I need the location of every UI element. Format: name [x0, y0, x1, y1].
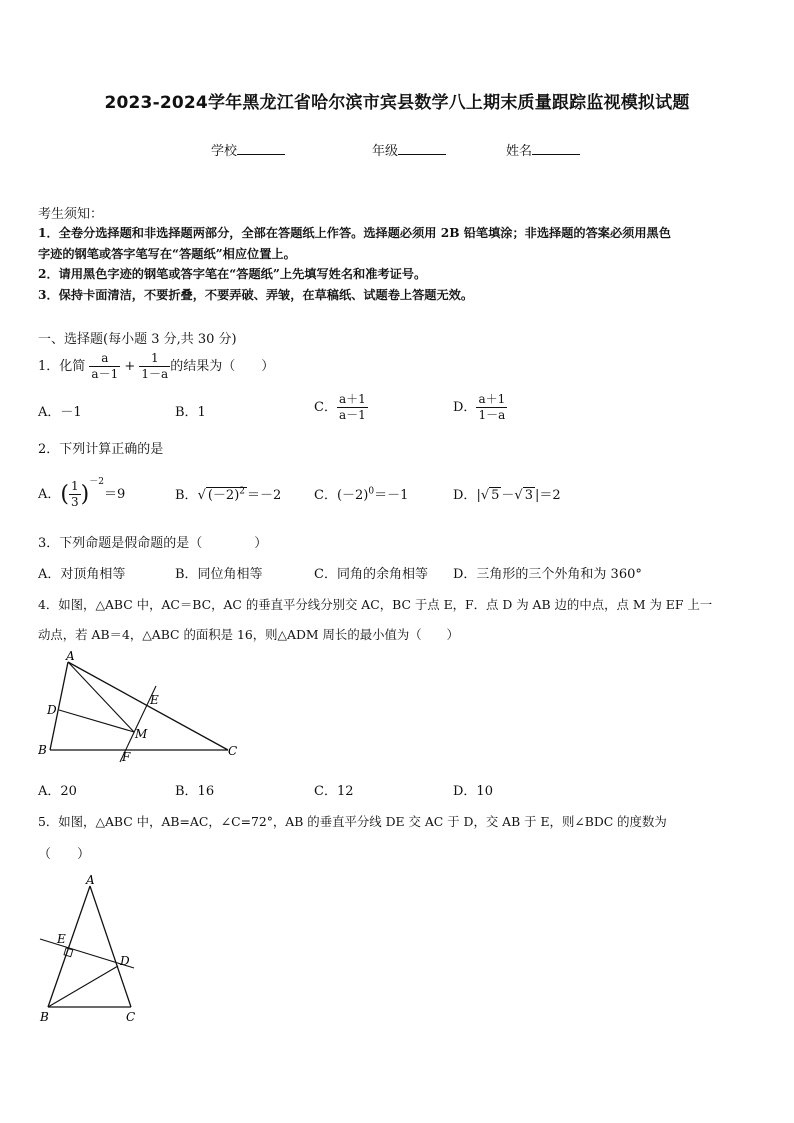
- q5-label-b: B: [40, 1010, 49, 1024]
- q2-d-label: D．: [453, 488, 477, 503]
- q3-option-c[interactable]: C．同角的余角相等: [314, 567, 428, 582]
- q2-c-label: C．: [314, 488, 337, 503]
- q4-segment-am: [68, 662, 134, 732]
- q2-d-rhs: ＝2: [539, 488, 561, 503]
- q4-label-b: B: [38, 743, 47, 757]
- q5-label-d: D: [120, 954, 130, 968]
- notice-item-2: 2．请用黑色字迹的钢笔或答字笔在“答题纸”上先填写姓名和准考证号。: [38, 267, 427, 281]
- q1-d-den: 1－a: [478, 408, 506, 422]
- q1-frac2-den: 1－a: [141, 367, 169, 381]
- q2-b-exp: 2: [239, 486, 246, 497]
- q1-option-b[interactable]: B．1: [175, 405, 206, 420]
- q1-c-den: a－1: [338, 408, 366, 422]
- q2-b-inner: (－2): [207, 488, 240, 503]
- question-5-line2: （ ）: [38, 847, 91, 862]
- section-heading: 一、选择题(每小题 3 分,共 30 分): [38, 332, 237, 347]
- q2-c-exp: 0: [368, 486, 375, 497]
- q4-option-d[interactable]: D．10: [453, 784, 493, 799]
- q3-option-b[interactable]: B．同位角相等: [175, 567, 263, 582]
- q2-a-den: 3: [70, 495, 79, 509]
- q2-b-label: B．: [175, 488, 198, 503]
- q1-c-num: a＋1: [338, 392, 366, 406]
- question-2: 2．下列计算正确的是: [38, 442, 164, 457]
- name-field[interactable]: [506, 140, 580, 159]
- q4-segment-dm: [59, 710, 134, 732]
- q4-option-a[interactable]: A．20: [38, 784, 77, 799]
- q1-option-d[interactable]: [453, 392, 507, 423]
- q5-label-a: A: [86, 873, 95, 887]
- q5-segment-bd: [48, 966, 118, 1007]
- grade-label: 年级: [372, 144, 399, 159]
- q4-label-f: F: [122, 750, 131, 764]
- q4-label-a: A: [66, 649, 75, 663]
- q2-option-a[interactable]: A．( $\frac{1}{3}$ )$^{-2}$＝9: [38, 477, 126, 509]
- q2-option-d[interactable]: D．|√ 5 －√ 3 |＝2: [453, 488, 561, 503]
- q2-d-b: 3: [524, 488, 533, 503]
- q2-a-num: 1: [70, 479, 79, 493]
- q1-option-c[interactable]: [314, 392, 368, 423]
- q4-option-c[interactable]: C．12: [314, 784, 354, 799]
- name-label: 姓名: [506, 144, 533, 159]
- q4-option-b[interactable]: B．16: [175, 784, 215, 799]
- q1-d-num: a＋1: [478, 392, 506, 406]
- q2-d-a: 5: [491, 488, 500, 503]
- q4-label-d: D: [47, 703, 57, 717]
- q2-a-label: A．: [38, 487, 61, 502]
- q2-a-exp: －2: [89, 477, 104, 487]
- school-field[interactable]: [211, 140, 285, 159]
- question-4-line1: 4．如图，△ABC 中，AC＝BC，AC 的垂直平分线分别交 AC，BC 于点 E，F．点 D 为 AB 边的中点，点 M 为 EF 上一: [38, 597, 713, 612]
- q5-label-c: C: [126, 1010, 136, 1024]
- notice-item-3: 3．保持卡面清洁，不要折叠，不要弄破、弄皱，在草稿纸、试题卷上答题无效。: [38, 288, 474, 302]
- q4-triangle-figure: [38, 648, 248, 768]
- q5-side-ab: [48, 886, 90, 1007]
- q4-label-m: M: [135, 727, 148, 741]
- q5-label-e: E: [57, 932, 66, 946]
- q5-side-ac: [90, 886, 131, 1007]
- q1-c-label: C．: [314, 400, 337, 415]
- q1-option-a[interactable]: A．－1: [38, 405, 82, 420]
- q4-label-c: C: [228, 744, 238, 758]
- grade-field[interactable]: [372, 140, 446, 159]
- school-blank[interactable]: [237, 142, 285, 155]
- q1-frac1-num: a: [89, 351, 120, 367]
- q1-suffix: 的结果为（ ）: [170, 359, 275, 374]
- question-1: [38, 351, 274, 382]
- page-title: 2023-2024学年黑龙江省哈尔滨市宾县数学八上期末质量跟踪监视模拟试题: [104, 93, 690, 113]
- q4-label-e: E: [150, 693, 159, 707]
- notice-item-1b: 字迹的钢笔或答字笔写在“答题纸”相应位置上。: [38, 247, 296, 261]
- q2-c-rhs: ＝－1: [374, 488, 409, 503]
- question-5-line1: 5．如图，△ABC 中，AB=AC，∠C=72°，AB 的垂直平分线 DE 交 AC 于 D，交 AB 于 E，则∠BDC 的度数为: [38, 814, 667, 829]
- question-3: 3．下列命题是假命题的是（ ）: [38, 536, 268, 551]
- grade-blank[interactable]: [398, 142, 446, 155]
- name-blank[interactable]: [532, 142, 580, 155]
- notice-item-1: 1．全卷分选择题和非选择题两部分，全部在答题纸上作答。选择题必须用 2B 铅笔填涂；非选择题的答案必须用黑色: [38, 226, 671, 240]
- q2-b-rhs: ＝－2: [247, 488, 282, 503]
- q2-option-c[interactable]: [314, 484, 408, 503]
- q1-plus: +: [124, 359, 136, 374]
- q2-a-rhs: ＝9: [103, 487, 126, 502]
- q1-frac1-den: a－1: [91, 367, 119, 381]
- school-label: 学校: [211, 144, 238, 159]
- question-4-line2: 动点，若 AB＝4，△ABC 的面积是 16，则△ADM 周长的最小值为（ ）: [38, 627, 459, 642]
- q1-prefix: 1．化简: [38, 359, 86, 374]
- q1-d-label: D．: [453, 400, 477, 415]
- q3-option-d[interactable]: D．三角形的三个外角和为 360°: [453, 567, 642, 582]
- q2-option-b[interactable]: B．√ $(-2)^2 =-2$: [175, 486, 282, 503]
- q2-d-minus: －: [501, 488, 515, 503]
- q1-frac2-num: 1: [139, 351, 170, 367]
- notice-heading: 考生须知：: [38, 207, 104, 222]
- q2-c-base: (－2): [336, 488, 369, 503]
- q3-option-a[interactable]: A．对顶角相等: [38, 567, 126, 582]
- q5-triangle-figure: [36, 870, 146, 1030]
- q4-side-ac: [68, 662, 228, 750]
